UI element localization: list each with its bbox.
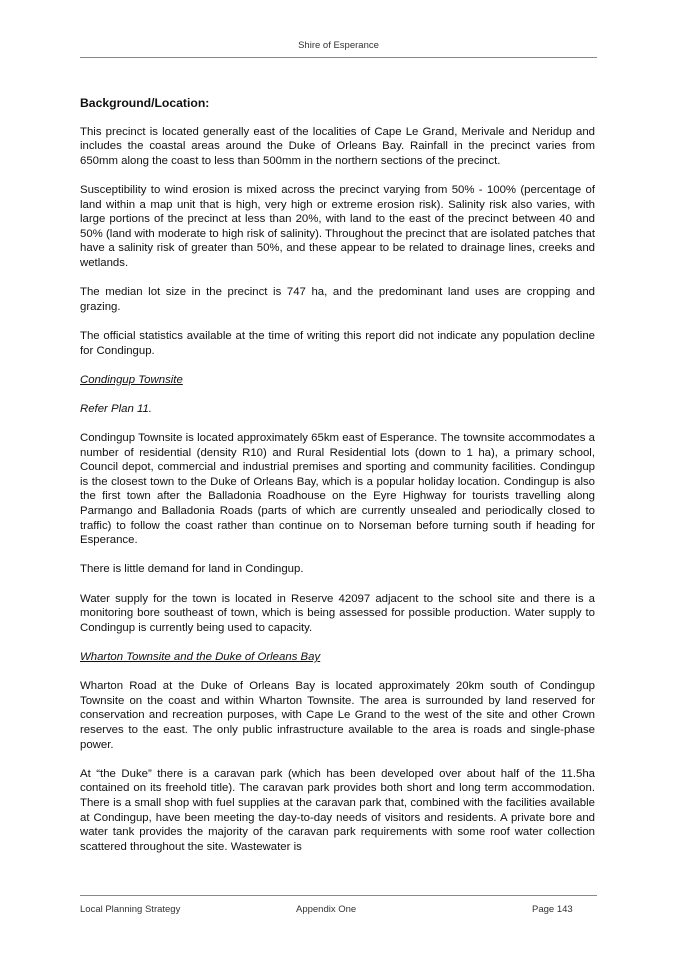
header-divider <box>80 57 597 58</box>
plan-reference: Refer Plan 11. <box>80 402 152 415</box>
page-footer <box>80 904 597 916</box>
page-header: Shire of Esperance <box>298 40 379 51</box>
paragraph: The median lot size in the precinct is 747 ha, and the predominant land uses are cropping and grazing. <box>80 286 595 313</box>
footer-document-title: Local Planning Strategy <box>80 904 181 915</box>
paragraph: Condingup Townsite is located approximately 65km east of Esperance. The townsite accommodates a number of residential (density R10) and Rural Residential lots (down to 1 ha), a primary school, Council depot, commercial and industrial premises and sporting and community facilities. Condingup is the closest town to the Duke of Orleans Bay, which is a popular holiday location. Condingup is also the first town after the Balladonia Roadhouse on the Eyre Highway for tourists travelling along Parmango and Balladonia Roads (parts of which are currently unsealed and periodically closed to traffic) to follow the coast rather than continue on to Norseman before turning south if heading for Esperance. <box>80 432 595 547</box>
section-heading: Background/Location: <box>80 96 210 110</box>
paragraph: The official statistics available at the time of writing this report did not indicate any population decline for Condingup. <box>80 329 595 357</box>
paragraph: At “the Duke” there is a caravan park (which has been developed over about half of the 11.5ha contained on its freehold title). The caravan park provides both short and long term accommodation. There is a small shop with fuel supplies at the caravan park that, combined with the facilities available at Condingup, have been meeting the day-to-day needs of visitors and residents. A private bore and water tank provides the majority of the caravan park requirements with some roof water collection scattered throughout the site. Wastewater is <box>80 767 595 853</box>
subsection-heading-wharton: Wharton Townsite and the Duke of Orleans Bay <box>80 650 321 663</box>
document-body <box>80 96 595 869</box>
footer-appendix: Appendix One <box>296 904 357 915</box>
paragraph: There is little demand for land in Condingup. <box>80 563 304 576</box>
footer-divider <box>80 895 597 896</box>
paragraph: Susceptibility to wind erosion is mixed across the precinct varying from 50% - 100% (percentage of land within a map unit that is high, very high or extreme erosion risk). Salinity risk also varies, with large portions of the precinct at less than 20%, with land to the east of the precinct between 40 and 50% (land with moderate to high risk of salinity). Throughout the precinct that are isolated patches that have a salinity risk of greater than 50%, and these appear to be related to drainage lines, creeks and wetlands. <box>80 183 595 269</box>
footer-page-number: Page 143 <box>532 904 573 915</box>
paragraph: This precinct is located generally east of the localities of Cape Le Grand, Merivale and Neridup and includes the coastal areas around the Duke of Orleans Bay. Rainfall in the precinct varies from 650mm along the coast to less than 500mm in the northern sections of the precinct. <box>80 125 595 167</box>
paragraph: Wharton Road at the Duke of Orleans Bay is located approximately 20km south of Condingup Townsite on the coast and within Wharton Townsite. The area is surrounded by land reserved for conservation and recreation purposes, with Cape Le Grand to the west of the site and other Crown reserves to the east. The only public infrastructure available to the area is roads and single-phase power. <box>80 680 595 751</box>
subsection-heading-condingup: Condingup Townsite <box>80 373 183 386</box>
paragraph: Water supply for the town is located in Reserve 42097 adjacent to the school site and there is a monitoring bore southeast of town, which is being assessed for possible production. Water supply to Condingup is currently being used to capacity. <box>80 592 595 634</box>
